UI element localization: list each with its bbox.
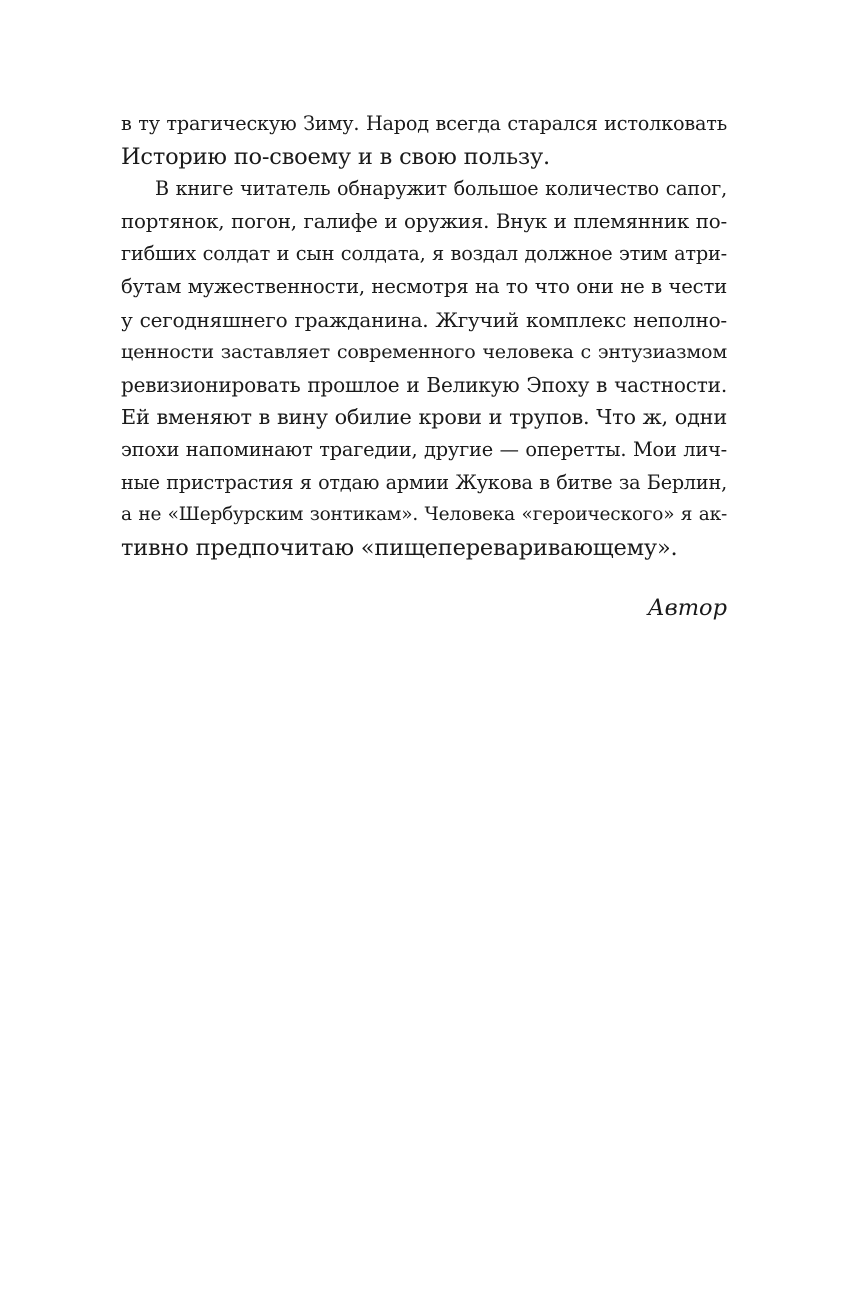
text-line: Ей вменяют в вину обилие крови и трупов. Что ж, одни bbox=[121, 405, 727, 430]
text-line: ценности заставляет современного человека с энтузиазмом bbox=[121, 340, 727, 364]
paragraph-1 bbox=[121, 108, 727, 173]
text-line: ные пристрастия я отдаю армии Жукова в битве за Берлин, bbox=[121, 470, 727, 494]
page-content bbox=[121, 108, 727, 624]
text-line: в ту трагическую Зиму. Народ всегда старался истолковать bbox=[121, 112, 727, 135]
text-line: Историю по-своему и в свою пользу. bbox=[121, 143, 550, 170]
text-line: ревизионировать прошлое и Великую Эпоху в частности. bbox=[121, 372, 727, 397]
text-line: портянок, погон, галифе и оружия. Внук и племянник по- bbox=[121, 209, 727, 233]
text-line: эпохи напоминают трагедии, другие — оперетты. Мои лич- bbox=[121, 437, 727, 461]
text-line: бутам мужественности, несмотря на то что они не в чести bbox=[121, 274, 727, 298]
paragraph-2 bbox=[121, 173, 727, 564]
text-line: В книге читатель обнаружит большое количество сапог, bbox=[155, 177, 727, 201]
text-line: гибших солдат и сын солдата, я воздал должное этим атри- bbox=[121, 242, 727, 266]
text-line: тивно предпочитаю «пищепереваривающему». bbox=[121, 534, 678, 561]
author-signature: Автор bbox=[647, 595, 727, 622]
text-line: а не «Шербурским зонтикам». Человека «героического» я ак- bbox=[121, 504, 727, 526]
text-line: у сегодняшнего гражданина. Жгучий комплекс неполно- bbox=[121, 307, 727, 332]
